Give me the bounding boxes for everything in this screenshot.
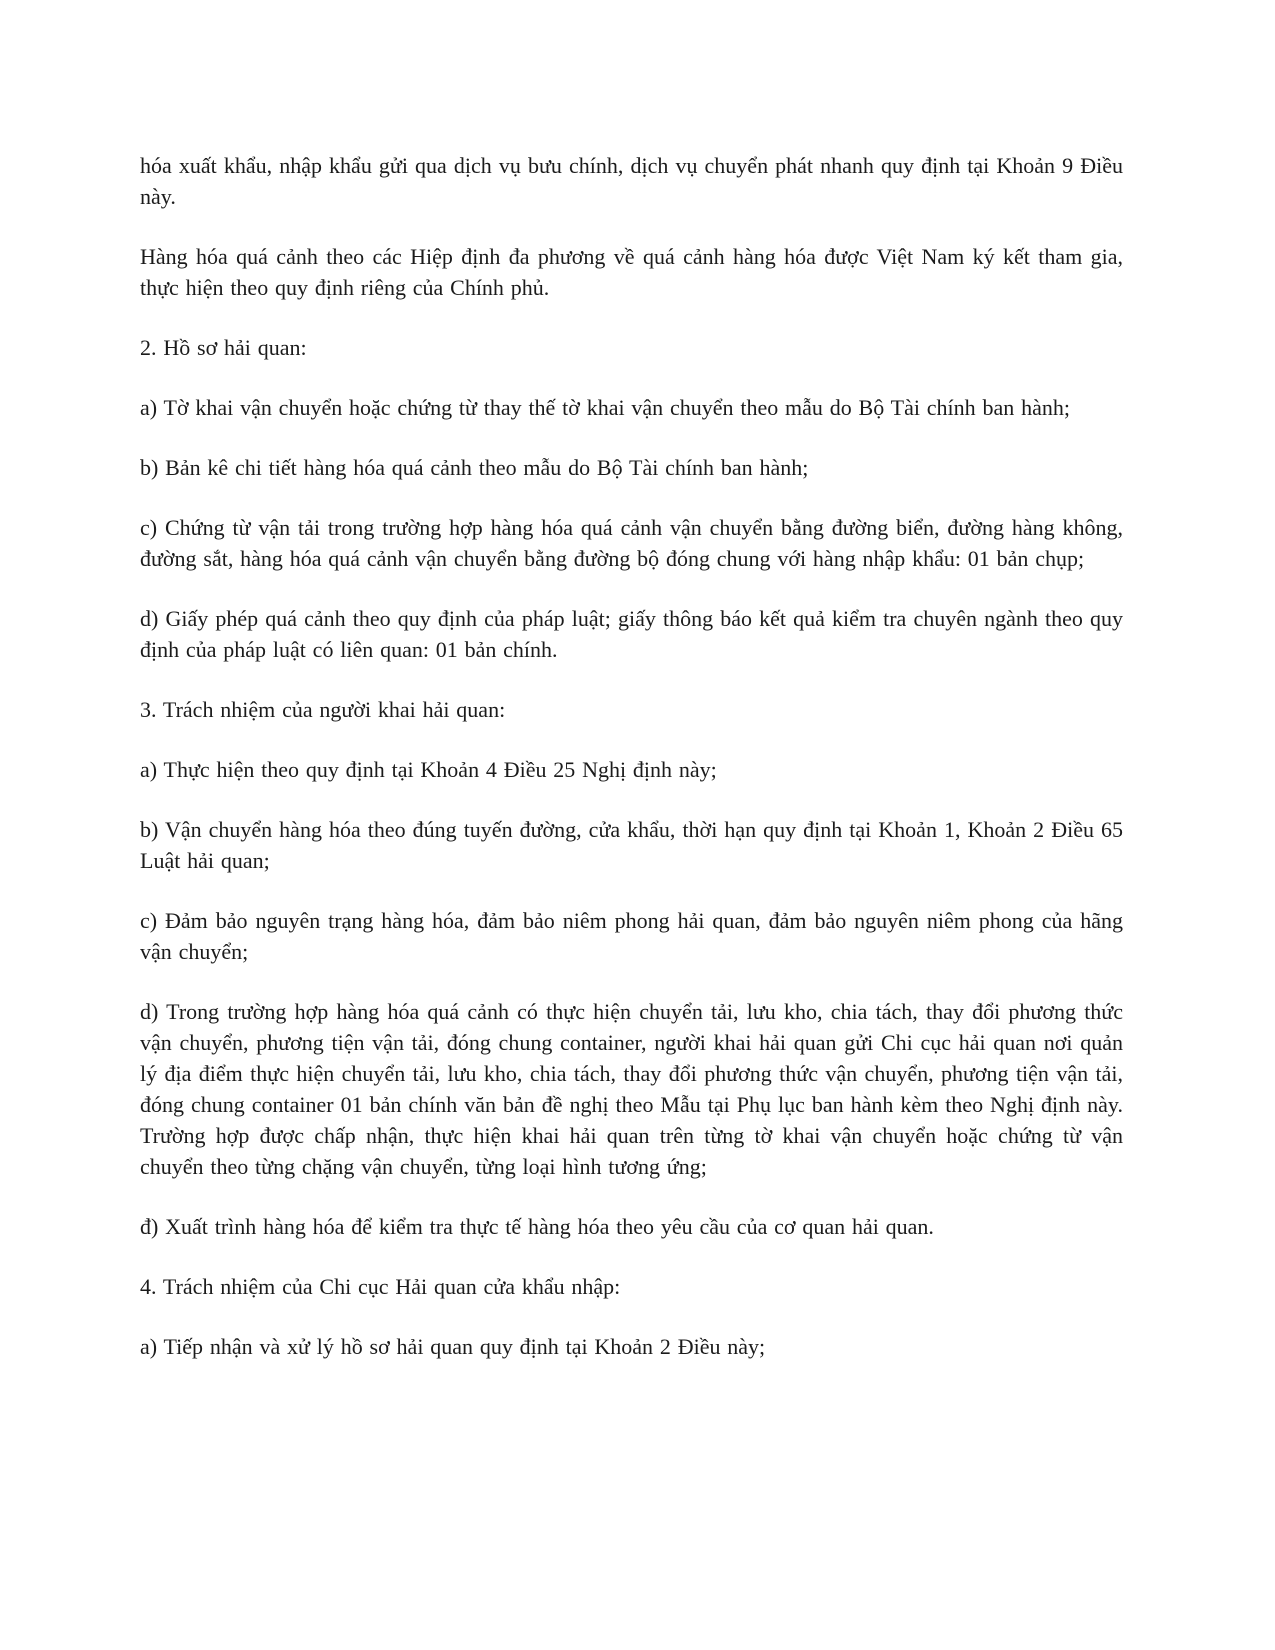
section-heading-2: 2. Hồ sơ hải quan: (140, 335, 307, 360)
list-item-d: d) Giấy phép quá cảnh theo quy định của pháp luật; giấy thông báo kết quả kiểm tra chuyên ngành theo quy định của pháp luật có liên quan: 01 bản chính. (140, 606, 1123, 662)
paragraph: Hàng hóa quá cảnh theo các Hiệp định đa phương về quá cảnh hàng hóa được Việt Nam ký kết tham gia, thực hiện theo quy định riêng của Chính phủ. (140, 244, 1123, 300)
list-item-d: d) Trong trường hợp hàng hóa quá cảnh có thực hiện chuyển tải, lưu kho, chia tách, thay đổi phương thức vận chuyển, phương tiện vận tải, đóng chung container, người khai hải quan gửi Chi cục hải quan nơi quản lý địa điểm thực hiện chuyển tải, lưu kho, chia tách, thay đổi phương thức vận chuyển, phương tiện vận tải, đóng chung container 01 bản chính văn bản đề nghị theo Mẫu tại Phụ lục ban hành kèm theo Nghị định này. Trường hợp được chấp nhận, thực hiện khai hải quan trên từng tờ khai vận chuyển hoặc chứng từ vận chuyển theo từng chặng vận chuyển, từng loại hình tương ứng; (140, 999, 1123, 1179)
list-item-b: b) Bản kê chi tiết hàng hóa quá cảnh theo mẫu do Bộ Tài chính ban hành; (140, 455, 809, 480)
list-item-a: a) Tờ khai vận chuyển hoặc chứng từ thay thế tờ khai vận chuyển theo mẫu do Bộ Tài chính ban hành; (140, 395, 1070, 420)
section-heading-3: 3. Trách nhiệm của người khai hải quan: (140, 697, 506, 722)
list-item-a: a) Tiếp nhận và xử lý hồ sơ hải quan quy định tại Khoản 2 Điều này; (140, 1334, 766, 1359)
list-item-c: c) Chứng từ vận tải trong trường hợp hàng hóa quá cảnh vận chuyển bằng đường biển, đường hàng không, đường sắt, hàng hóa quá cảnh vận chuyển bằng đường bộ đóng chung với hàng nhập khẩu: 01 bản chụp; (140, 515, 1123, 571)
section-heading-4: 4. Trách nhiệm của Chi cục Hải quan cửa khẩu nhập: (140, 1274, 621, 1299)
list-item-c: c) Đảm bảo nguyên trạng hàng hóa, đảm bảo niêm phong hải quan, đảm bảo nguyên niêm phong của hãng vận chuyển; (140, 908, 1123, 964)
paragraph-continuation: hóa xuất khẩu, nhập khẩu gửi qua dịch vụ bưu chính, dịch vụ chuyển phát nhanh quy định tại Khoản 9 Điều này. (140, 153, 1123, 209)
document-body (140, 150, 1123, 1362)
list-item-a: a) Thực hiện theo quy định tại Khoản 4 Điều 25 Nghị định này; (140, 757, 717, 782)
list-item-b: b) Vận chuyển hàng hóa theo đúng tuyến đường, cửa khẩu, thời hạn quy định tại Khoản 1, Khoản 2 Điều 65 Luật hải quan; (140, 817, 1123, 873)
list-item-dd: đ) Xuất trình hàng hóa để kiểm tra thực tế hàng hóa theo yêu cầu của cơ quan hải quan. (140, 1214, 934, 1239)
